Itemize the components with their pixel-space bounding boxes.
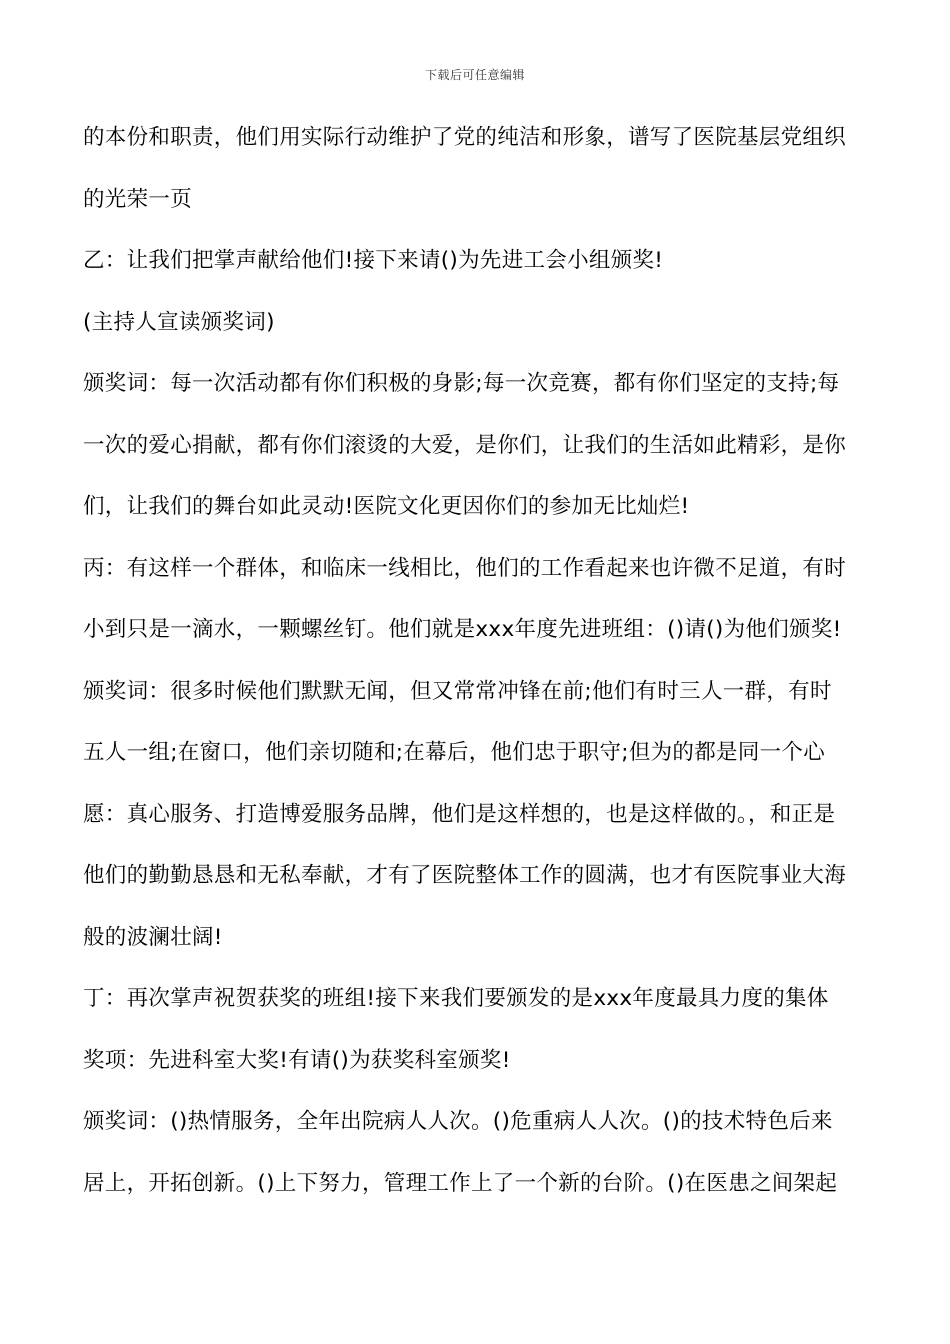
text-line: 颁奖词：每一次活动都有你们积极的身影;每一次竞赛，都有你们坚定的支持;每 (83, 371, 840, 396)
text-line: 丙：有这样一个群体，和临床一线相比，他们的工作看起来也许微不足道，有时 (83, 555, 847, 581)
text-line: 们，让我们的舞台如此灵动!医院文化更因你们的参加无比灿烂! (83, 494, 690, 519)
text-line: 小到只是一滴水，一颗螺丝钉。他们就是xxx年度先进班组：()请()为他们颁奖! (83, 617, 842, 642)
text-line: 丁：再次掌声祝贺获奖的班组!接下来我们要颁发的是xxx年度最具力度的集体 (83, 986, 829, 1011)
text-line: 的光荣一页 (83, 186, 193, 212)
text-line: 愿：真心服务、打造博爱服务品牌，他们是这样想的，也是这样做的。，和正是 (83, 801, 836, 827)
page-header: 下载后可任意编辑 (424, 68, 525, 82)
text-line: 奖项：先进科室大奖!有请()为获奖科室颁奖! (83, 1047, 511, 1073)
text-line: 一次的爱心捐献，都有你们滚烫的大爱，是你们，让我们的生活如此精彩，是你 (83, 432, 847, 458)
text-line: 五人一组;在窗口，他们亲切随和;在幕后，他们忠于职守;但为的都是同一个心 (83, 740, 826, 765)
text-line: 乙：让我们把掌声献给他们!接下来请()为先进工会小组颁奖! (83, 248, 664, 273)
text-line: 的本份和职责，他们用实际行动维护了党的纯洁和形象，谱写了医院基层党组织 (83, 125, 847, 150)
text-line: 般的波澜壮阔! (83, 924, 223, 950)
text-line: 居上，开拓创新。()上下努力，管理工作上了一个新的台阶。()在医患之间架起 (83, 1170, 838, 1196)
document-body (83, 116, 873, 1223)
text-line: 颁奖词：很多时候他们默默无闻，但又常常冲锋在前;他们有时三人一群，有时 (83, 678, 832, 704)
text-line: 颁奖词：()热情服务，全年出院病人人次。()危重病人人次。()的技术特色后来 (83, 1109, 833, 1134)
text-line: 他们的勤勤恳恳和无私奉献，才有了医院整体工作的圆满，也才有医院事业大海 (83, 863, 847, 888)
text-line: (主持人宣读颁奖词) (83, 309, 275, 335)
